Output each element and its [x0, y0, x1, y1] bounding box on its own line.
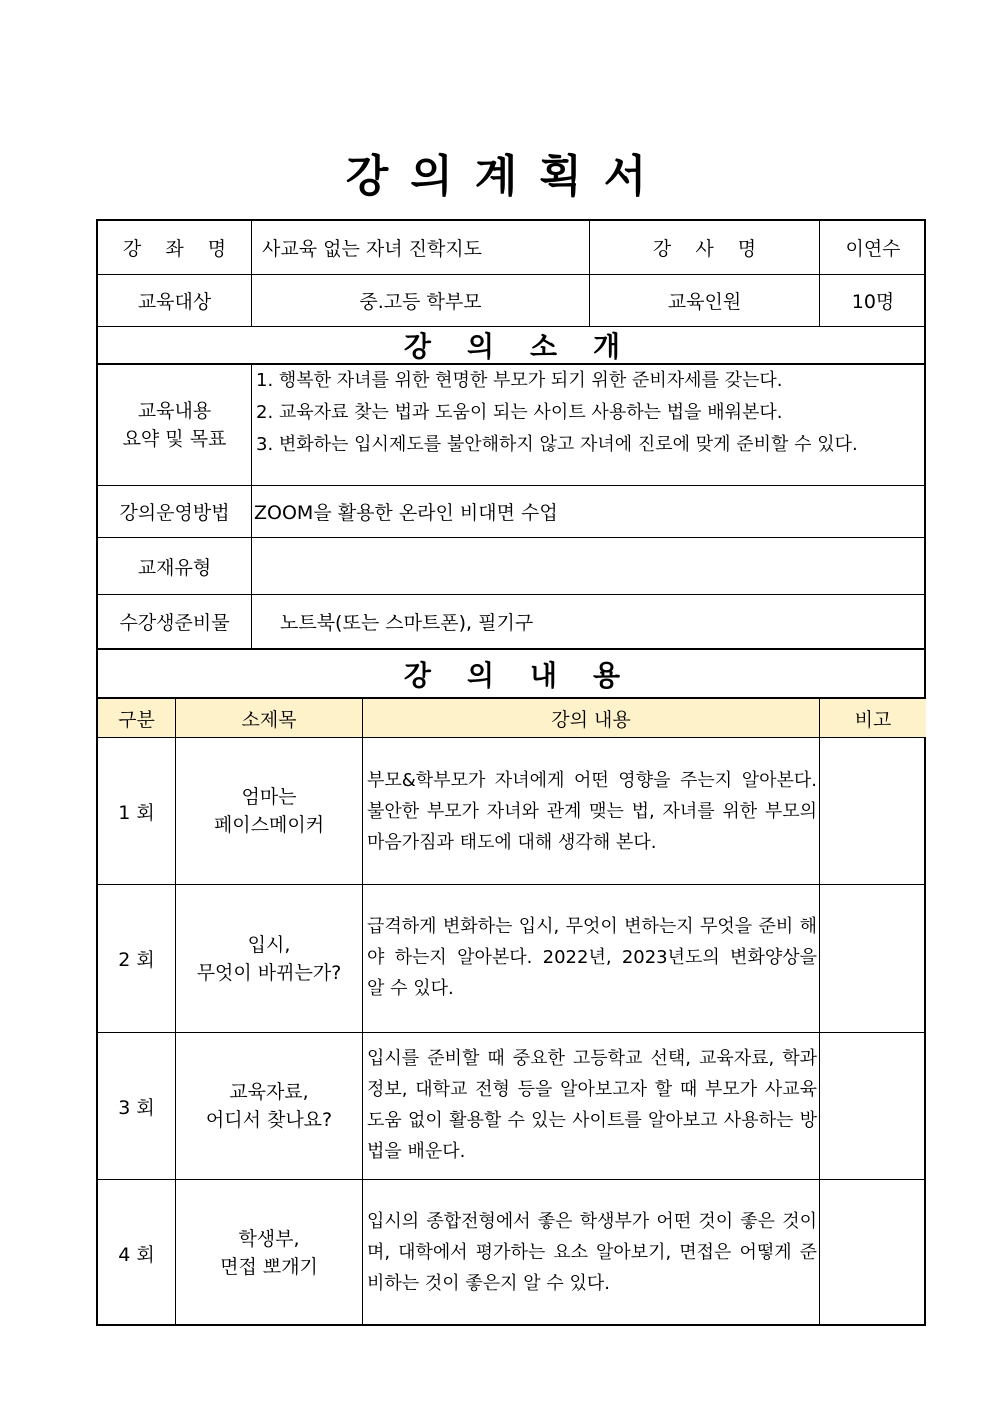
prep-value: 노트북(또는 스마트폰), 필기구 [252, 595, 926, 650]
session-note [820, 1033, 926, 1180]
document-title: 강의계획서 [345, 151, 669, 202]
prep-label: 수강생준비물 [98, 595, 252, 650]
course-value: 사교육 없는 자녀 진학지도 [252, 221, 590, 275]
content-heading: 강의내용 [98, 650, 926, 699]
session-subtitle: 입시, 무엇이 바뀌는가? [176, 885, 363, 1033]
session-number: 3 회 [98, 1033, 176, 1180]
column-header: 소제목 [176, 699, 363, 738]
method-label: 강의운영방법 [98, 486, 252, 538]
capacity-label: 교육인원 [590, 275, 820, 327]
lecture-plan-table [96, 219, 926, 1326]
material-value [252, 538, 926, 595]
column-header: 비고 [820, 699, 926, 738]
capacity-value: 10명 [820, 275, 926, 327]
session-description: 급격하게 변화하는 입시, 무엇이 변하는지 무엇을 준비 해야 하는지 알아본다. 2022년, 2023년도의 변화양상을 알 수 있다. [363, 885, 820, 1033]
session-subtitle: 엄마는 페이스메이커 [176, 738, 363, 885]
session-description: 부모&학부모가 자녀에게 어떤 영향을 주는지 알아본다. 불안한 부모가 자녀와 관계 맺는 법, 자녀를 위한 부모의 마음가짐과 태도에 대해 생각해 본다. [363, 738, 820, 885]
session-number: 2 회 [98, 885, 176, 1033]
goal-item: 2. 교육자료 찾는 법과 도움이 되는 사이트 사용하는 법을 배워본다. [256, 402, 783, 423]
session-note [820, 738, 926, 885]
goals-list [252, 365, 926, 486]
course-label: 강 좌 명 [98, 221, 252, 275]
session-number: 1 회 [98, 738, 176, 885]
session-number: 4 회 [98, 1180, 176, 1326]
target-label: 교육대상 [98, 275, 252, 327]
session-description: 입시의 종합전형에서 좋은 학생부가 어떤 것이 좋은 것이며, 대학에서 평가하는 요소 알아보기, 면접은 어떻게 준비하는 것이 좋은지 알 수 있다. [363, 1180, 820, 1326]
column-header: 구분 [98, 699, 176, 738]
target-value: 중.고등 학부모 [252, 275, 590, 327]
column-header: 강의 내용 [363, 699, 820, 738]
goal-item: 1. 행복한 자녀를 위한 현명한 부모가 되기 위한 준비자세를 갖는다. [256, 370, 783, 391]
session-note [820, 1180, 926, 1326]
instructor-value: 이연수 [820, 221, 926, 275]
instructor-label: 강 사 명 [590, 221, 820, 275]
intro-heading: 강의소개 [98, 327, 926, 365]
session-subtitle: 교육자료, 어디서 찾나요? [176, 1033, 363, 1180]
session-description: 입시를 준비할 때 중요한 고등학교 선택, 교육자료, 학과정보, 대학교 전형 등을 알아보고자 할 때 부모가 사교육 도움 없이 활용할 수 있는 사이트를 알아보고 사용하는 방법을 배운다. [363, 1033, 820, 1180]
material-label: 교재유형 [98, 538, 252, 595]
session-note [820, 885, 926, 1033]
goal-item: 3. 변화하는 입시제도를 불안해하지 않고 자녀에 진로에 맞게 준비할 수 있다. [256, 434, 858, 455]
session-subtitle: 학생부, 면접 뽀개기 [176, 1180, 363, 1326]
method-value: ZOOM을 활용한 온라인 비대면 수업 [252, 486, 926, 538]
summary-label: 교육내용 요약 및 목표 [98, 365, 252, 486]
